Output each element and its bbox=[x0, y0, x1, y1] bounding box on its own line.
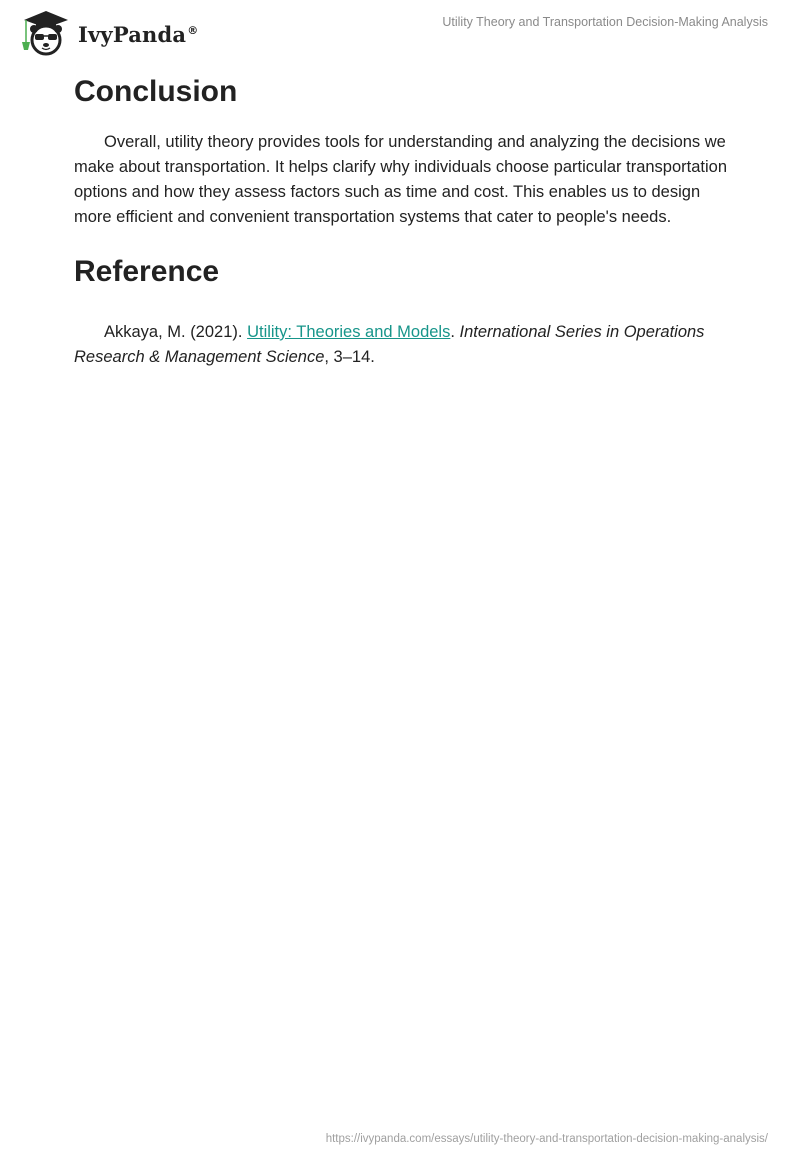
footer-url: https://ivypanda.com/essays/utility-theory-and-transportation-decision-making-analysis/ bbox=[325, 1133, 768, 1145]
reference-journal: International Series in Operations Research & Management Science bbox=[74, 323, 705, 366]
panda-graduate-icon bbox=[16, 8, 74, 56]
conclusion-heading: Conclusion bbox=[74, 75, 238, 108]
reference-separator: . bbox=[450, 323, 460, 341]
logo-wordmark: IvyPanda® bbox=[78, 21, 199, 47]
page-header bbox=[0, 0, 800, 60]
reference-heading: Reference bbox=[74, 255, 220, 288]
reference-pages: , 3–14. bbox=[324, 348, 375, 366]
document-title: Utility Theory and Transportation Decision-Making Analysis bbox=[442, 15, 768, 29]
conclusion-paragraph: Overall, utility theory provides tools for understanding and analyzing the decisions we make about transportation. It helps clarify why individuals choose particular transportation options and how they assess factors such as time and cost. This enables us to design more efficient and convenient transportation systems that cater to people's needs. bbox=[74, 133, 728, 226]
ivypanda-logo[interactable] bbox=[16, 8, 198, 56]
document-body bbox=[74, 70, 734, 370]
reference-authors-year: Akkaya, M. (2021). bbox=[104, 323, 248, 341]
reference-title-link[interactable]: Utility: Theories and Models bbox=[247, 323, 451, 341]
reference-entry bbox=[74, 320, 734, 370]
